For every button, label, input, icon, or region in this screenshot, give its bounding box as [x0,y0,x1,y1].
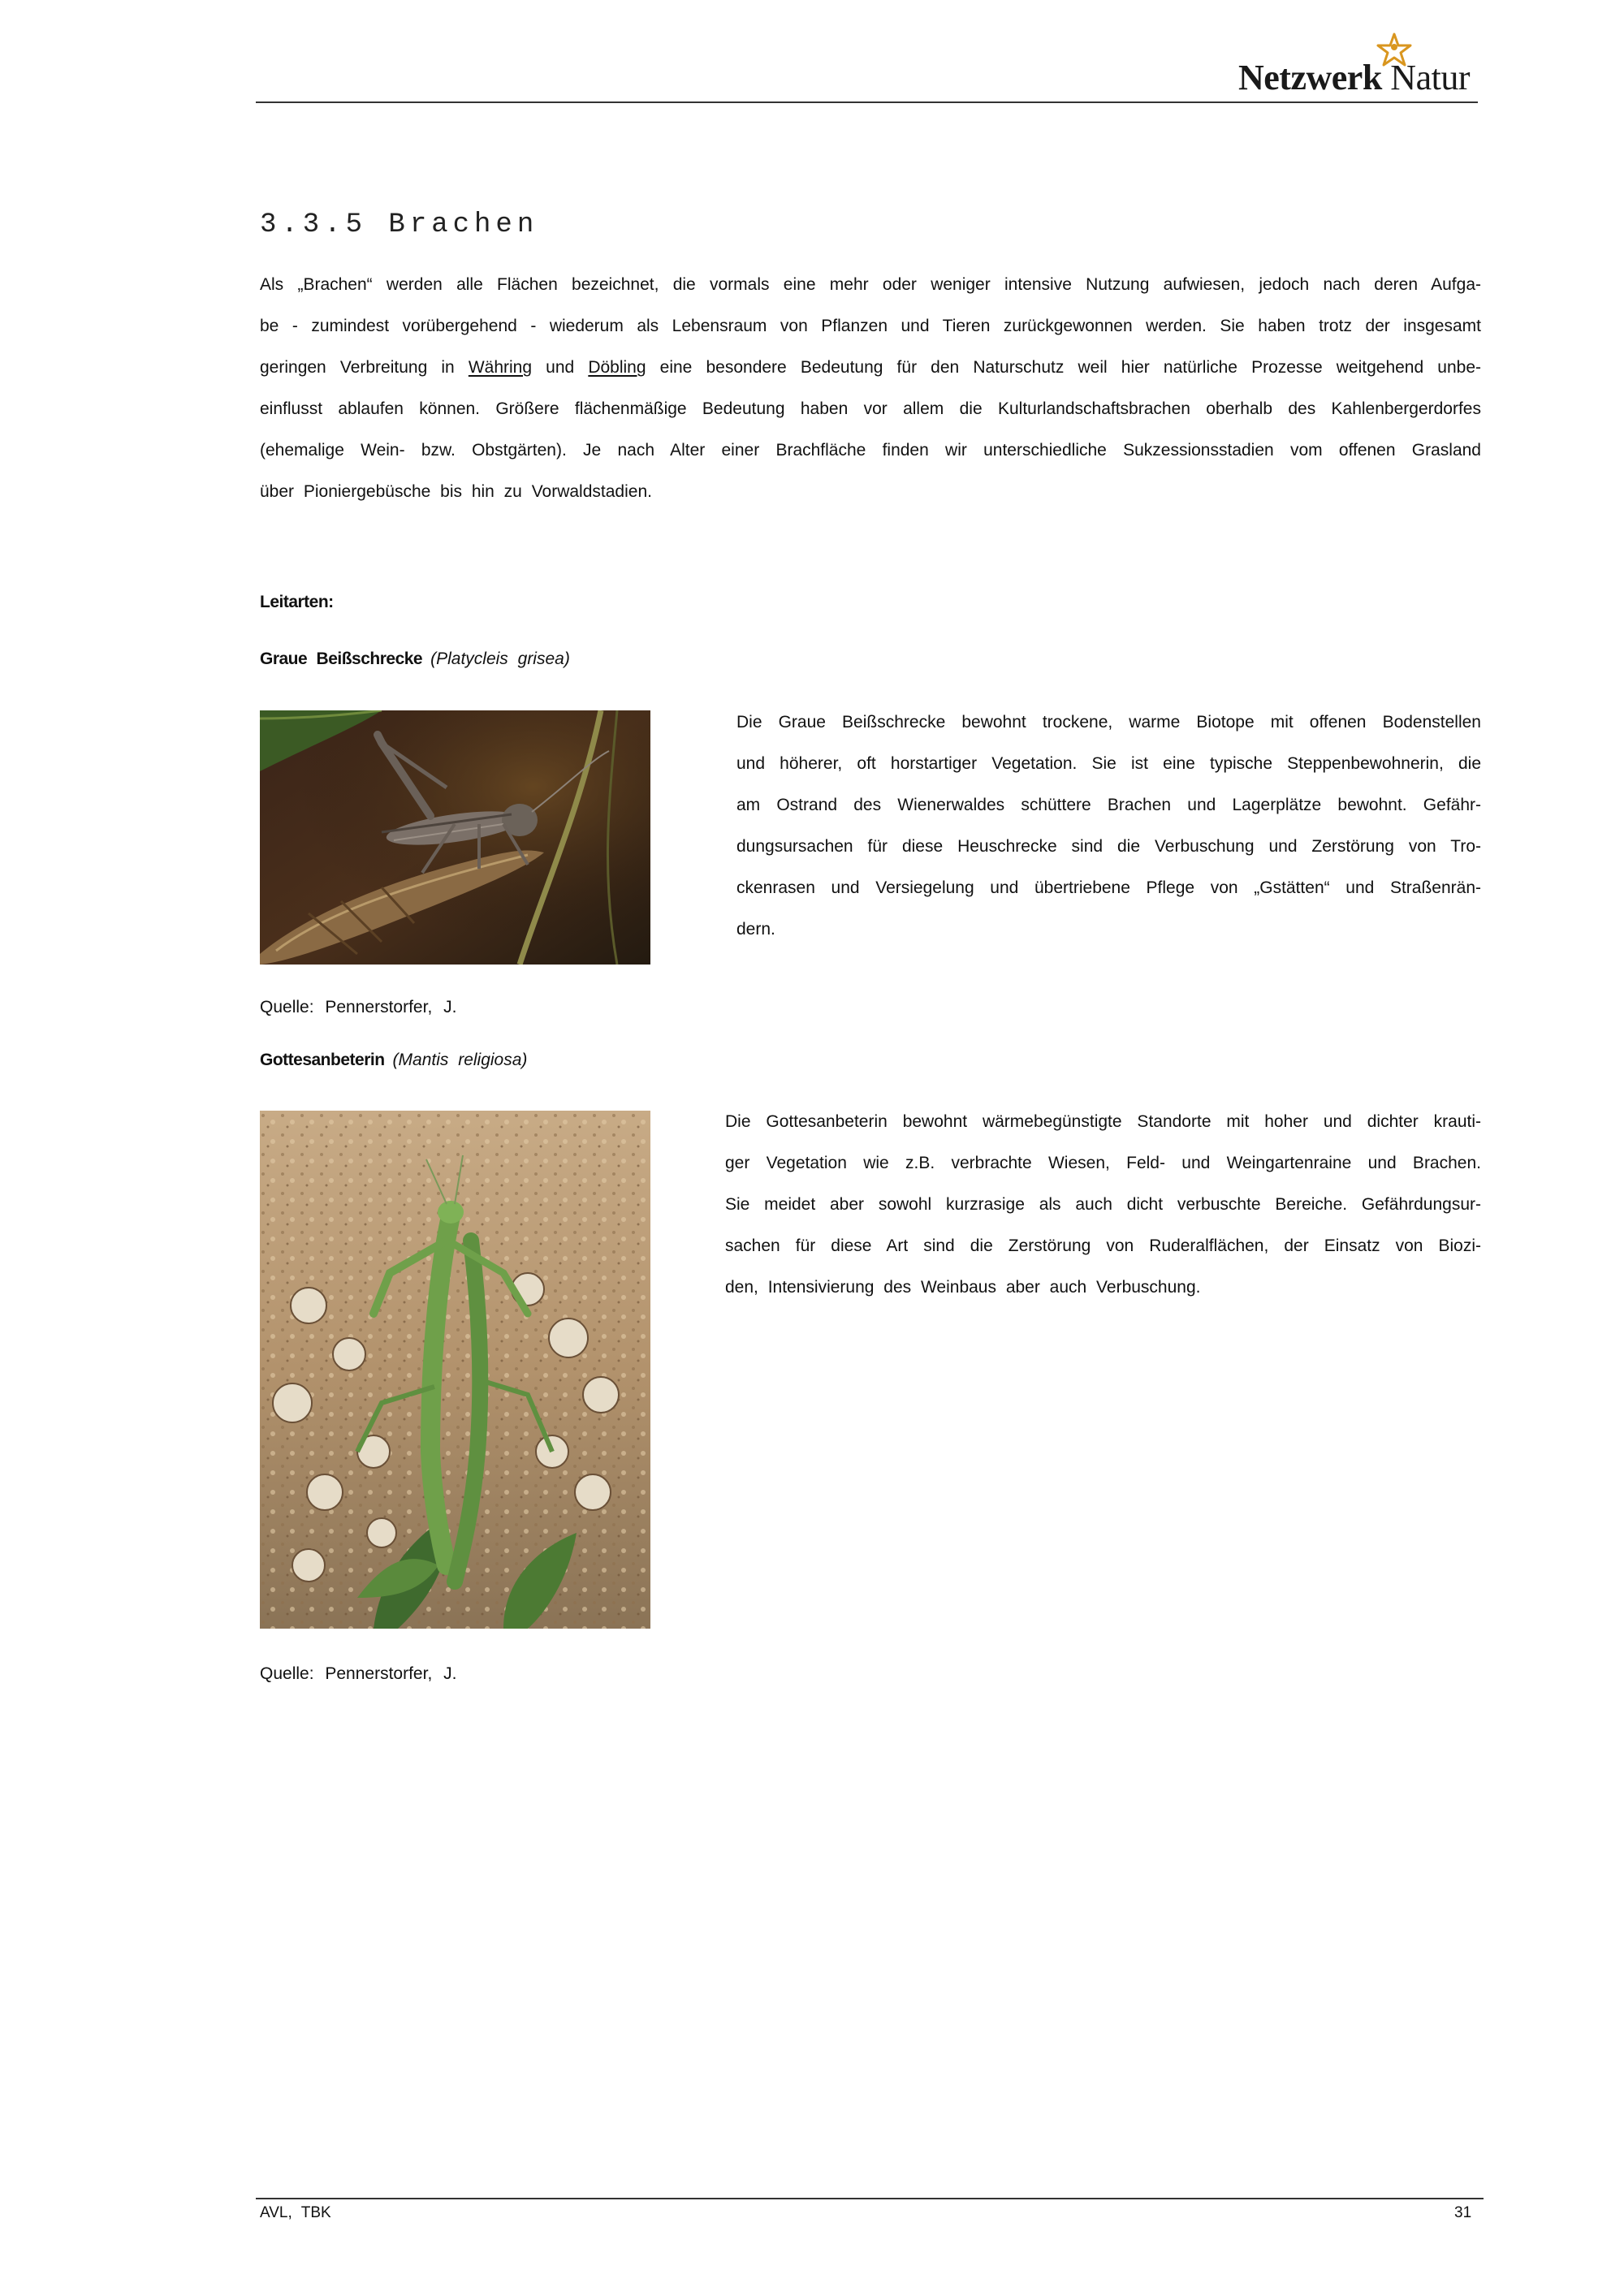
logo-wordmark [1238,57,1470,98]
description-line: ger Vegetation wie z.B. verbrachte Wiesen, Feld- und Weingartenraine und Brachen. [725,1154,1481,1172]
description-line: ckenrasen und Versiegelung und übertriebene Pflege von „Gstätten“ und Straßenrän- [736,878,1481,897]
species-latin-name: (Platycleis grisea) [430,650,570,668]
logo-word-natur: Natur [1390,58,1470,97]
species-common-name: Graue Beißschrecke [260,650,423,668]
description-line: Die Graue Beißschrecke bewohnt trockene, warme Biotope mit offenen Bodenstellen [736,713,1481,732]
intro-line: einflusst ablaufen können. Größere flächenmäßige Bedeutung haben vor allem die Kulturlandschaftsbrachen oberhalb des Kahlenbergerdorfes [260,399,1481,418]
intro-text: und [532,358,589,377]
description-line: dungsursachen für diese Heuschrecke sind die Verbuschung und Zerstörung von Tro- [736,837,1481,856]
species-description [725,1106,1481,1313]
species-title [260,1051,527,1070]
intro-line: über Pioniergebüsche bis hin zu Vorwaldstadien. [260,482,652,501]
species-common-name: Gottesanbeterin [260,1051,385,1069]
description-line: sachen für diese Art sind die Zerstörung von Ruderalflächen, der Einsatz von Biozi- [725,1236,1481,1255]
photo-source: Quelle: Pennerstorfer, J. [260,998,457,1016]
description-line: den, Intensivierung des Weinbaus aber auch Verbuschung. [725,1278,1201,1297]
leitarten-label: Leitarten: [260,593,334,611]
intro-line: (ehemalige Wein- bzw. Obstgärten). Je nach Alter einer Brachfläche finden wir unterschiedliche Sukzessionsstadien vom offenen Grasland [260,441,1481,460]
intro-line: be - zumindest vorübergehend - wiederum als Lebensraum von Pflanzen und Tieren zurückgewonnen werden. Sie haben trotz der insgesamt [260,317,1481,335]
header-rule [256,101,1478,103]
description-line: dern. [736,920,775,939]
footer-authors: AVL, TBK [260,2204,331,2221]
district-link-doebling[interactable]: Döbling [588,358,646,377]
description-line: Die Gottesanbeterin bewohnt wärmebegünstigte Standorte mit hoher und dichter krauti- [725,1112,1481,1131]
intro-line [260,352,1481,393]
intro-text: geringen Verbreitung in [260,358,469,377]
district-link-waehring[interactable]: Währing [468,358,533,377]
footer-rule [256,2198,1484,2199]
photo-source: Quelle: Pennerstorfer, J. [260,1664,457,1683]
logo-word-netzwerk: Netzwerk [1238,58,1382,97]
description-line: am Ostrand des Wienerwaldes schüttere Brachen und Lagerplätze bewohnt. Gefähr- [736,796,1481,814]
mantis-photo [260,1111,650,1629]
description-line: und höherer, oft horstartiger Vegetation. Sie ist eine typische Steppenbewohnerin, die [736,754,1481,773]
section-heading: 3.3.5 Brachen [260,209,539,240]
netzwerk-natur-logo [1238,31,1482,99]
species-title [260,650,570,669]
page-number: 31 [1454,2204,1472,2221]
grasshopper-photo [260,710,650,965]
intro-text: eine besondere Bedeutung für den Naturschutz weil hier natürliche Prozesse weitgehend unbe- [646,358,1481,377]
intro-line: Als „Brachen“ werden alle Flächen bezeichnet, die vormals eine mehr oder weniger intensive Nutzung aufwiesen, jedoch nach deren Aufga- [260,275,1481,294]
species-description [736,706,1481,955]
description-line: Sie meidet aber sowohl kurzrasige als auch dicht verbuschte Bereiche. Gefährdungsur- [725,1195,1481,1214]
species-latin-name: (Mantis religiosa) [392,1051,528,1069]
intro-paragraph [260,269,1481,517]
